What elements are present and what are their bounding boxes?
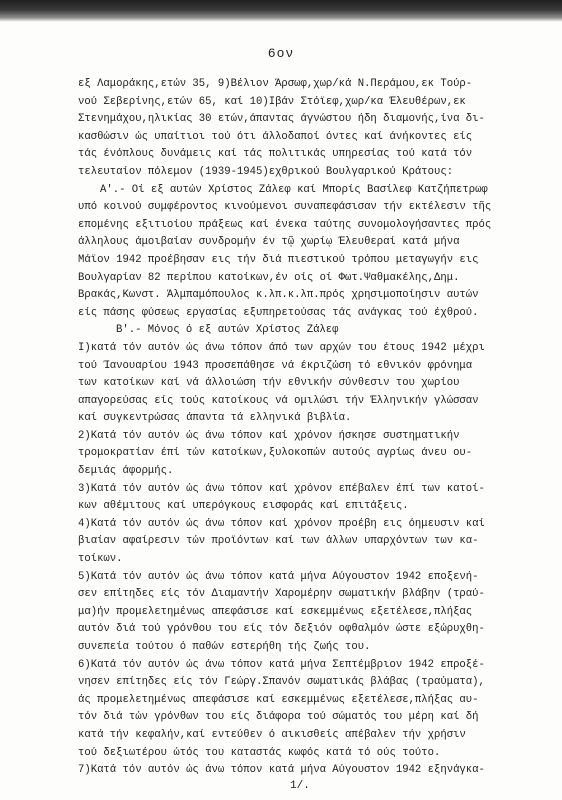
text-line: Ι)κατά τόν αυτόν ώς άνω τόπον άπό των αρχών του έτους 1942 μέχρι — [78, 341, 485, 354]
text-line: 2)Κατά τόν αυτόν ώς άνω τόπον καί χρόνον ήσκησε συστηματικήν — [78, 429, 460, 442]
section-b-heading: Β'.- Μόνος ό εξ αυτών Χρίστος Ζάλεφ — [116, 324, 339, 337]
text-line: υπό κοινού συμφέροντος κινούμενοι συναπεφάσισαν τήν εκτέλεσιν τῆς — [78, 201, 492, 214]
text-line: Μάϊον 1942 προέβησαν εις τήν διά πιεστικού τρόπου μεταγωγήν εις — [78, 253, 479, 266]
text-line: είς πάσης φύσεως εργασίας εξυπηρετούσας τάς ανάγκας τού έχθρού. — [78, 306, 479, 319]
text-line: τάς ένόπλους δυνάμεις καί τάς πολιτικάς υπηρεσίας τού κατά τόν — [78, 148, 473, 161]
text-line: 7)Κατά τόν αυτόν ώς άνω τόπον κατά μήνα Αύγουστον 1942 εξηνάγκα- — [78, 764, 485, 777]
text-line: δεμιάς άφορμής. — [78, 465, 174, 478]
text-line: τελευταίον πόλεμον (1939-1945)εχθρικού Βουλγαρικού Κράτους: — [78, 165, 454, 178]
text-line: τρομοκρατίαν έπί τών κατοίκων,ξυλοκοπών αυτούς αγρίως άνευ ου- — [78, 447, 473, 460]
text-line: τού Ίανουαρίου 1943 προσεπάθησε νά έκριζώση τό εθνικόν φρόνημα — [78, 359, 473, 372]
text-line: επομένης εξιτιοίου πράξεως καί ένεκα ταύτης συνομολογήσαντες πρός — [78, 218, 492, 231]
text-line: 6)Κατά τόν αυτόν ώς άνω τόπον κατά μήνα Σεπτέμβριον 1942 επροξέ- — [78, 658, 485, 671]
text-line: νησεν επίτηδες είς τόν Γεώργ.Σπανόν σωματικάς βλάβας (τραύματα), — [78, 676, 485, 689]
text-line: απαγορεύσας είς τούς κατοίκους νά ομιλώσι τήν Έλληνικήν γλώσσαν — [78, 394, 479, 407]
document-body — [78, 76, 550, 780]
text-line: συνεπεία τούτου ό παθών εστερήθη τής ζωής του. — [78, 641, 371, 653]
text-line: κων αθέμιτους καί υπερόγκους εισφοράς καί επιτάξεις. — [78, 500, 409, 513]
text-line: 3)Κατά τόν αυτόν ώς άνω τόπον καί χρόνον επέβαλεν έπί των κατοί- — [78, 482, 485, 495]
text-line: κατά τήν κεφαλήν,καί εντεύθεν ό αικισθείς απέβαλεν τήν χρήσιν — [78, 728, 466, 741]
text-line: νού Σεβερίνης,ετών 65, καί 10)Ιβάν Στόϊεφ,χωρ/κα Έλευθέρων,εκ — [78, 95, 466, 108]
text-line: μα)ήν προμελετημένως απεφάσισε καί εσκεμμένως εξετέλεσε,πλήξας — [78, 605, 473, 618]
text-line: των κατοίκων καί νά άλλοιώση τήν εθνικήν σύνθεσιν του χωρίου — [78, 377, 460, 390]
text-line: αυτόν διά τού γρόνθου του είς τόν δεξιόν οφθαλμόν ώστε εξώρυχθη- — [78, 623, 485, 636]
text-line: άς προμελετημένως απεφάσισε καί εσκεμμένως εξετέλεσε,πλήξας αυ- — [78, 693, 479, 706]
text-line: Βουλγαρίαν 82 περίπου κατοίκων,έν οίς οί Φωτ.Ψαθμακέλης,Δημ. — [78, 271, 460, 284]
text-line: Βρακάς,Κωνστ. Άλμπαμόπουλος κ.λπ.κ.λπ.πρός χρησιμοποίησιν αυτών — [78, 289, 479, 302]
text-line: τού δεξιωτέρου ώτός του καταστάς κωφός κατά τό ούς τούτο. — [78, 746, 441, 759]
text-line: άλληλους άμοιβαίαν συνδρομήν έν τῷ χωρίῳ Έλευθεραί κατά μήνα — [78, 236, 460, 249]
text-line: καί συγκεντρώσας άπαντα τά ελληνικά βιβλία. — [78, 412, 352, 425]
text-line: κασθώσιν ώς υπαίτιοι τού ότι άλλοδαποί όντες καί άνήκοντες είς — [78, 130, 473, 143]
text-line: Στενημάχου,ηλικίας 30 ετών,άπαντας άγνώστου ήδη διαμονής,ίνα δι- — [78, 113, 485, 126]
text-line: 5)Κατά τόν αυτόν ώς άνω τόπον κατά μήνα Αύγουστον 1942 εποξενή- — [78, 570, 479, 583]
text-line: 4)Κατά τόν αυτόν ώς άνω τόπον καί χρόνον προέβη εις όημευσιν καί — [78, 517, 485, 530]
text-line: τοίκων. — [78, 553, 123, 566]
text-line: τόν διά τών γρόνθων του είς διάφορα τού σώματός του μέρη καί δή — [78, 711, 479, 724]
text-line: σεν επίτηδες είς τόν Διαμαντήν Χαρομέρην σωματικήν βλάβην (τραύ- — [78, 588, 485, 601]
section-a-heading: Α'.- Οί εξ αυτών Χρίστος Ζάλεφ καί Μπορίς Βασίλεφ Κατζήπετρωφ — [100, 183, 488, 196]
page-number: 6ον — [267, 46, 295, 61]
text-line: εξ Λαμοράκης,ετών 35, 9)Βέλιον Άρσωφ,χωρ/κά Ν.Περάμου,εκ Τούρ- — [78, 78, 473, 90]
scan-top-edge — [0, 0, 562, 22]
text-line: βιαίαν αφαίρεσιν τών προϊόντων καί των άλλων υπαρχόντων των κα- — [78, 535, 479, 548]
page-footer-mark: 1/. — [290, 780, 310, 792]
